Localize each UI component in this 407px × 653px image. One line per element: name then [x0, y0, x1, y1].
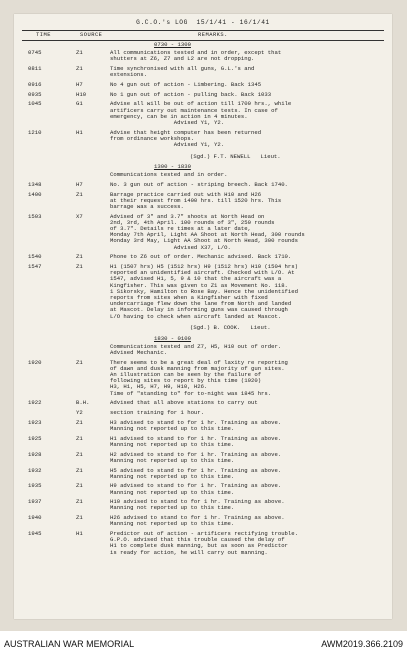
period-heading-text: 1300 - 1830 — [154, 163, 191, 170]
entry-time: 1922 — [28, 399, 42, 407]
entry-remark-line: shutters at Z6, Z7 and L2 are not dropping. — [110, 55, 255, 63]
entry-remark-line: H9 advised to stand to for 1 hr. Training as above. — [110, 482, 282, 490]
entry-source: Z1 — [76, 482, 83, 490]
entry-remark-line: No 1 gun out of action - pulling back. Back 1033 — [110, 90, 272, 98]
entry-source: Z1 — [76, 498, 83, 506]
entry-remark-line: H5 advised to stand to for 1 hr. Training as above. — [110, 466, 282, 474]
entry-time: 0935 — [28, 90, 42, 98]
entry-time: 0916 — [28, 81, 42, 88]
entry-remark-line: Manning not reported up to this time. — [110, 472, 235, 480]
entry-time: 1348 — [28, 180, 42, 188]
entry-remark-line: Advised Y1, Y2. — [110, 118, 225, 126]
signature-text: (Sgd.) F.T. NEWELL Lieut. — [190, 152, 281, 160]
entry-source: H7 — [76, 180, 83, 188]
entry-remark-line: Advised that all above stations to carry out — [110, 399, 258, 407]
entry-source: X7 — [76, 212, 83, 220]
entry-remark-line: Advised X37, L/O. — [110, 243, 231, 251]
period-heading-text: 0730 - 1300 — [154, 41, 191, 48]
entry-source: Z1 — [76, 514, 83, 522]
column-header-remarks: REMARKS. — [198, 32, 228, 38]
entry-source: Z1 — [76, 358, 83, 366]
entry-remark-line: H3, H1, H5, H7, H9, H10, H26. — [110, 383, 208, 391]
entry-source: Z1 — [76, 190, 83, 198]
entry-remark-line: H2 advised to stand to for 1 hr. Training as above. — [110, 450, 282, 458]
entry-remark-line: Phone to Z6 out of order. Mechanic advised. Back 1710. — [110, 253, 292, 261]
caption-bar — [0, 635, 407, 653]
entry-time: 1945 — [28, 530, 42, 538]
entry-remark-line: reports from sites when a Kingfisher with fixed — [110, 294, 268, 302]
entry-remark-line: Monday 3rd May, Light AA Shoot at North Head, 300 rounds — [110, 237, 298, 245]
entry-time: 1928 — [28, 450, 42, 458]
entry-remark-line: emergency, can be in action in 4 minutes. — [110, 112, 248, 120]
entry-remark-line: 2nd, 3rd, 4th April. 100 rounds of 3", 250 rounds — [110, 218, 275, 226]
entry-source: H1 — [76, 530, 83, 538]
entry-time: 1937 — [28, 498, 42, 506]
entry-remark-line: Predictor out of action - artificers rectifying trouble. — [110, 530, 298, 538]
entry-remark-line: Barrage practice carried out with H10 and H26 — [110, 190, 262, 198]
entry-remark-line: Advised Mechanic. — [110, 348, 168, 356]
entry-time: 1932 — [28, 466, 42, 474]
entry-time: 1940 — [28, 514, 42, 522]
column-header-source: SOURCE — [80, 32, 103, 38]
entry-time: 1210 — [28, 128, 42, 136]
entry-remark-line: is ready for action, he will carry out manning. — [110, 548, 268, 556]
entry-remark-line: reported an unidentified aircraft. Checked with L/O. At — [110, 269, 295, 277]
entry-source: Z1 — [76, 65, 83, 73]
entry-remark-line: at Mascot. Delay in informing guns was caused through — [110, 306, 288, 314]
entry-remark-line: from ordinance workshops. — [110, 134, 194, 142]
entry-remark-line: Advised of 3" and 3.7" shoots at North Head on — [110, 212, 265, 220]
entry-remark-line: H1 (1507 hrs) H5 (1512 hrs) H9 (1512 hrs) H10 (1504 hrs) — [110, 263, 298, 271]
entry-remark-line: All communications tested and in order, except that — [110, 49, 282, 57]
entry-remark-line: undercarriage flew down the lane from North and landed — [110, 300, 292, 308]
entry-remark-line: An illustration can be seen by the failure of — [110, 371, 262, 379]
collection-name: AUSTRALIAN WAR MEMORIAL — [4, 639, 135, 649]
entry-remark-line: Manning not reported up to this time. — [110, 504, 235, 512]
entry-source: Y2 — [76, 409, 83, 417]
entry-remark-line: 1547, advised H1, 5, 9 & 10 that the aircraft was a — [110, 275, 282, 283]
entry-remark-line: Monday 7th April, Light AA Shoot at North Head, 300 rounds — [110, 231, 305, 239]
entry-remark-line: L/O having to check when aircraft landed at Mascot. — [110, 312, 282, 320]
entry-remark-line: Advised Y1, Y2. — [110, 141, 225, 149]
entry-remark-line: Time of "standing to" for to-night was 1845 hrs. — [110, 389, 272, 397]
entry-source: G1 — [76, 100, 83, 108]
entry-remark-line: Communications tested and in order. — [110, 171, 228, 179]
entry-source: Z1 — [76, 466, 83, 474]
entry-remark-line: H1 advised to stand to for 1 hr. Training as above. — [110, 434, 282, 442]
entry-time: 0811 — [28, 65, 42, 73]
entry-remark-line: Communications tested and Z7, H5, H10 out of order. — [110, 342, 282, 350]
entry-remark-line: H3 advised to stand to for 1 hr. Training as above. — [110, 418, 282, 426]
entry-time: 1045 — [28, 100, 42, 108]
entry-remark-line: Manning not reported up to this time. — [110, 520, 235, 528]
entry-remark-line: 1 Sikorsky, Hamilton to Rose Bay. Hence the unidentified — [110, 287, 298, 295]
entry-remark-line: Advise all will be out of action till 1700 hrs., while — [110, 100, 292, 108]
period-heading-text: 1830 - 0100 — [154, 334, 191, 342]
entry-source: H10 — [76, 90, 87, 98]
entry-remark-line: G.P.O. advised that this trouble caused the delay of — [110, 536, 285, 544]
entry-remark-line: Manning not reported up to this time. — [110, 424, 235, 432]
accession-number: AWM2019.366.2109 — [321, 639, 403, 649]
entry-remark-line: H26 advised to stand to for 1 hr. Training as above. — [110, 514, 285, 522]
entry-remark-line: Manning not reported up to this time. — [110, 488, 235, 496]
entry-source: Z1 — [76, 418, 83, 426]
entry-remark-line: Time synchronised with all guns, G.L.'s and — [110, 65, 255, 73]
entry-remark-line: Kingfisher. This was given to Z1 as Movement No. 118. — [110, 281, 288, 289]
signature-text: (Sgd.) B. COOK. Lieut. — [190, 324, 271, 332]
entry-time: 1935 — [28, 482, 42, 490]
entry-time: 1920 — [28, 358, 42, 366]
column-header-time: TIME — [36, 32, 51, 38]
entry-remark-line: H1 to complete dusk manning, but as soon as Predictor — [110, 542, 288, 550]
entry-source: H7 — [76, 81, 83, 88]
entry-time: 1400 — [28, 190, 42, 198]
log-page — [14, 14, 392, 619]
entry-remark-line: section training for 1 hour. — [110, 409, 204, 417]
entry-time: 1925 — [28, 434, 42, 442]
entry-remark-line: There seems to be a great deal of laxity re reporting — [110, 358, 288, 366]
entry-time: 1540 — [28, 253, 42, 261]
entry-remark-line: artificers carry out maintenance tests. In case of — [110, 106, 278, 114]
column-header-row — [22, 30, 384, 41]
entry-remark-line: No. 3 gun out of action - striping breech. Back 1740. — [110, 180, 288, 188]
entry-remark-line: Manning not reported up to this time. — [110, 440, 235, 448]
entry-remark-line: Advise that height computer has been returned — [110, 128, 262, 136]
entry-source: Z1 — [76, 450, 83, 458]
entry-source: H1 — [76, 128, 83, 136]
entry-remark-line: barrage was a success. — [110, 202, 184, 210]
entry-source: Z1 — [76, 253, 83, 261]
entry-remark-line: No 4 gun out of action - Limbering. Back 1345 — [110, 81, 262, 88]
entry-remark-line: Manning not reported up to this time. — [110, 456, 235, 464]
entry-time: 1547 — [28, 263, 42, 271]
log-title: G.C.O.'s LOG 15/1/41 - 16/1/41 — [136, 19, 270, 26]
entry-time: 1923 — [28, 418, 42, 426]
entry-remark-line: H10 advised to stand to for 1 hr. Training as above. — [110, 498, 285, 506]
entry-time: 0745 — [28, 49, 42, 57]
entry-remark-line: of dawn and dusk manning from majority of gun sites. — [110, 364, 285, 372]
entry-time: 1503 — [28, 212, 42, 220]
entry-source: Z1 — [76, 434, 83, 442]
entry-source: Z1 — [76, 49, 83, 57]
entry-remark-line: extensions. — [110, 71, 147, 79]
entry-remark-line: following sites to report by this time (1920) — [110, 377, 262, 385]
entry-remark-line: at their request from 1400 hrs. till 1520 hrs. This — [110, 196, 282, 204]
entry-source: Z1 — [76, 263, 83, 271]
entry-source: B.H. — [76, 399, 90, 407]
entry-remark-line: of 3.7". Details re times at a later date, — [110, 225, 251, 233]
